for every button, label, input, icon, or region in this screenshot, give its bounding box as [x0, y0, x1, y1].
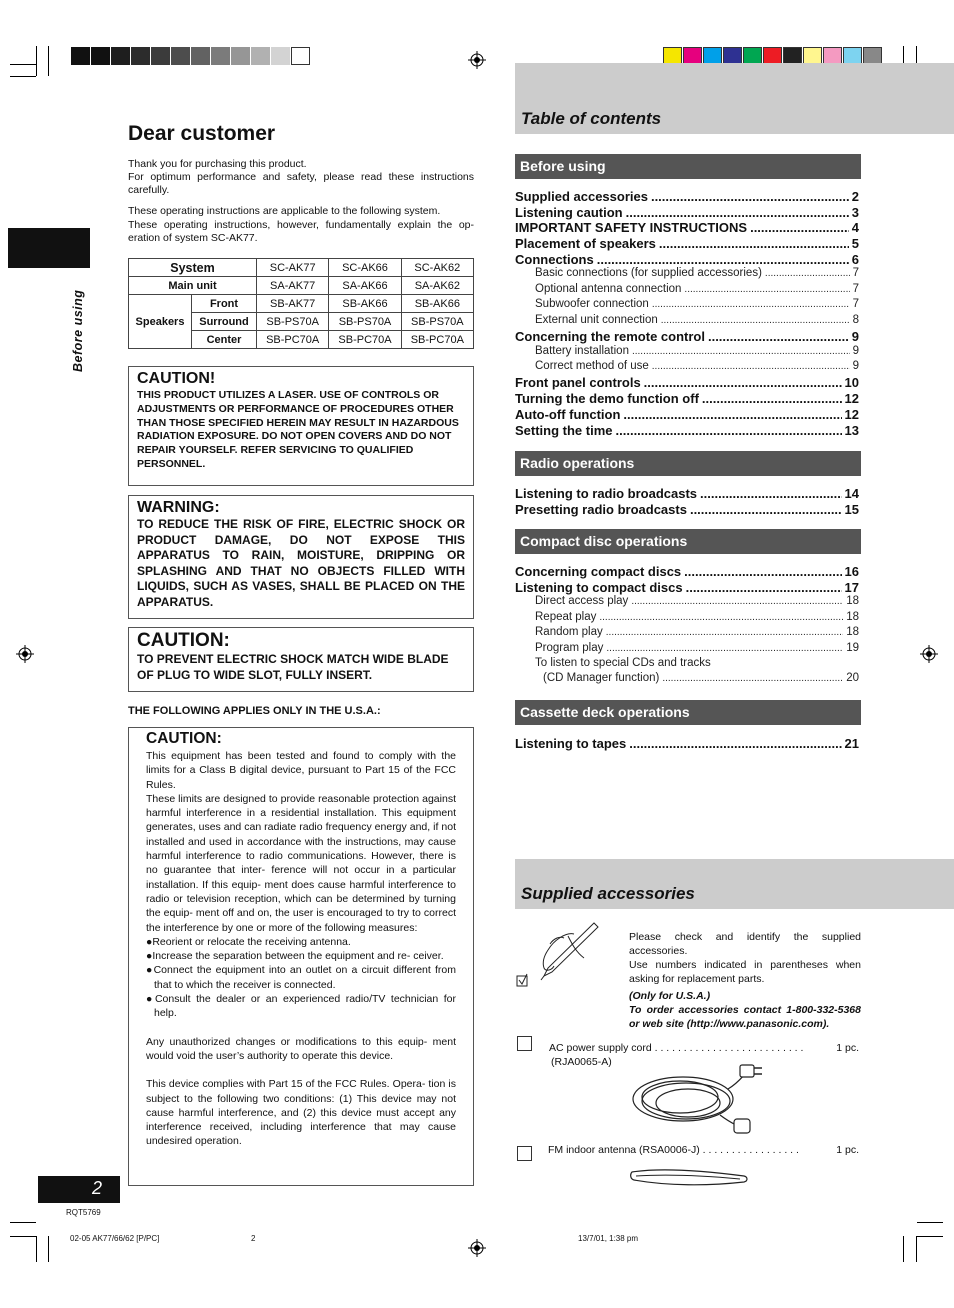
toc-leader-dots	[626, 205, 849, 220]
warning-box	[128, 495, 474, 619]
shock-caution-body: TO PREVENT ELECTRIC SHOCK MATCH WIDE BLADE OF PLUG TO WIDE SLOT, FULLY INSERT.	[137, 652, 449, 682]
toc-leader-dots	[606, 643, 843, 654]
toc-leader-dots	[750, 220, 849, 235]
registration-mark-icon	[468, 1239, 486, 1257]
toc-entry-label: Front panel controls	[515, 375, 641, 391]
toc-leader-dots	[631, 596, 843, 607]
toc-header-band	[515, 63, 954, 134]
fm-antenna-icon	[628, 1164, 750, 1190]
toc-entry-page: 12	[844, 406, 859, 422]
toc-entry-label: Optional antenna connection	[535, 282, 682, 295]
toc-leader-dots	[700, 486, 842, 501]
accessory-part-number: (RJA0065-A)	[551, 1056, 612, 1068]
toc-entry-page: 7	[852, 282, 859, 295]
fcc-paragraph: This device complies with Part 15 of the FCC Rules. Opera- tion is subject to the following two conditions: (1) This device may not cause harmful interference, and (2) this device must accept any interference received, including interference that may cause undesired operation.	[146, 1078, 456, 1148]
table-cell: SB-PS70A	[257, 313, 329, 331]
gray-swatch	[271, 47, 290, 65]
table-cell: SA-AK62	[401, 277, 473, 295]
table-header-front: Front	[192, 295, 257, 313]
toc-entry	[515, 672, 859, 687]
toc-leader-dots	[652, 361, 850, 372]
section-side-tab	[8, 228, 90, 268]
toc-entry-label: Direct access play	[535, 595, 629, 608]
toc-title: Table of contents	[521, 109, 662, 128]
toc-entry	[515, 360, 859, 375]
accessory-name: FM indoor antenna (RSA0006-J) . . . . . . . . . . . . . . . . .	[548, 1144, 799, 1156]
ac-power-cord-icon	[628, 1059, 764, 1137]
toc-entry	[515, 407, 859, 423]
toc-entry-label: Listening to tapes	[515, 736, 627, 751]
toc-entry-label: Program play	[535, 641, 604, 654]
toc-entry-page: 6	[851, 251, 859, 267]
fcc-caution-title: CAUTION:	[146, 730, 222, 747]
toc-entry-page: 16	[844, 564, 859, 579]
toc-entry-page: 9	[851, 329, 859, 344]
table-cell: SB-PC70A	[257, 331, 329, 349]
toc-entry-page: 20	[846, 672, 859, 685]
toc-entry-page: 17	[844, 579, 859, 595]
table-header-center: Center	[192, 331, 257, 349]
toc-entry-label: (CD Manager function)	[543, 672, 660, 685]
toc-entry	[515, 252, 859, 268]
toc-leader-dots	[599, 612, 843, 623]
registration-mark-icon	[920, 645, 938, 663]
registration-mark-icon	[468, 51, 486, 69]
table-cell: SB-PC70A	[329, 331, 401, 349]
table-cell: SB-AK66	[401, 295, 473, 313]
toc-entry-label: Placement of speakers	[515, 236, 656, 252]
toc-leader-dots	[644, 375, 842, 390]
table-cell: SA-AK66	[329, 277, 401, 295]
table-cell: SB-PS70A	[329, 313, 401, 331]
usa-note: THE FOLLOWING APPLIES ONLY IN THE U.S.A.:	[128, 705, 381, 717]
warning-body: TO REDUCE THE RISK OF FIRE, ELECTRIC SHOCK OR PRODUCT DAMAGE, DO NOT EXPOSE THIS APPARATUS TO RAIN, MOISTURE, DRIPPING OR SPLASHING AND THAT NO OBJECTS FILLED WITH LIQUIDS, SUCH AS VASES, SHALL BE PLACED ON THE APPARATUS.	[137, 517, 465, 609]
table-cell: SB-AK77	[257, 295, 329, 313]
toc-entry	[515, 189, 859, 205]
toc-section-before-using: Before using	[515, 154, 861, 179]
toc-entry	[515, 564, 859, 580]
toc-entry	[515, 580, 859, 596]
accessory-quantity: 1 pc.	[836, 1042, 859, 1054]
toc-entry-page: 9	[852, 360, 859, 373]
toc-leader-dots	[684, 564, 841, 579]
toc-entry	[515, 205, 859, 221]
intro-applicable	[128, 205, 474, 245]
footer-page: 2	[251, 1234, 256, 1243]
toc-leader-dots	[616, 423, 842, 438]
toc-entry	[515, 236, 859, 252]
toc-entry-page: 14	[844, 486, 859, 501]
fcc-paragraph: This equipment has been tested and found to comply with the limits for a Class B digital device, pursuant to Part 15 of the FCC Rules.	[146, 750, 456, 791]
toc-entry-label: Listening to radio broadcasts	[515, 486, 698, 501]
toc-entry-page: 9	[852, 344, 859, 357]
toc-entry-label: Listening to compact discs	[515, 579, 683, 595]
toc-entry-page: 8	[852, 313, 859, 326]
gray-swatch	[71, 47, 90, 65]
accessories-header-band	[515, 859, 954, 909]
accessories-instructions	[629, 930, 861, 1031]
toc-entry	[515, 220, 859, 236]
fcc-caution-box	[128, 727, 474, 1186]
warning-title: WARNING:	[137, 499, 220, 516]
toc-leader-dots	[708, 329, 849, 344]
accessories-title: Supplied accessories	[521, 884, 695, 903]
toc-leader-dots	[661, 315, 850, 326]
toc-entry-label: External unit connection	[535, 313, 658, 326]
toc-entry	[515, 626, 859, 641]
toc-entry-label: Random play	[535, 626, 603, 639]
toc-leader-dots	[690, 502, 842, 517]
toc-entry	[515, 298, 859, 313]
toc-entry	[515, 611, 859, 626]
footer-file: 02-05 AK77/66/62 [P/PC]	[70, 1234, 160, 1243]
table-cell: SB-AK66	[329, 295, 401, 313]
toc-leader-dots	[597, 252, 849, 267]
toc-entry-page: 5	[851, 236, 859, 252]
document-code: RQT5769	[66, 1208, 101, 1217]
toc-entry	[515, 642, 859, 657]
toc-entry-label: Correct method of use	[535, 360, 649, 373]
toc-leader-dots	[623, 407, 841, 422]
toc-entry	[515, 657, 859, 672]
page-number: 2	[38, 1176, 120, 1203]
toc-leader-dots	[632, 346, 850, 357]
gray-swatch	[291, 47, 310, 65]
toc-entry-page: 3	[851, 204, 859, 220]
toc-entry-page: 2	[851, 189, 859, 204]
toc-leader-dots	[702, 391, 842, 406]
toc-leader-dots	[659, 236, 849, 251]
gray-swatch	[151, 47, 170, 65]
toc-leader-dots	[651, 189, 849, 204]
toc-entry	[515, 314, 859, 329]
toc-entry	[515, 345, 859, 360]
toc-entry-page: 15	[844, 501, 859, 517]
registration-mark-icon	[16, 645, 34, 663]
toc-entry	[515, 329, 859, 345]
toc-section-radio: Radio operations	[515, 451, 861, 476]
laser-caution-box	[128, 366, 474, 486]
table-header-main-unit: Main unit	[129, 277, 257, 295]
toc-entry	[515, 423, 859, 439]
intro-text	[128, 158, 474, 197]
intro-read: For optimum performance and safety, please read these instructions carefully.	[128, 171, 474, 196]
gray-swatch	[91, 47, 110, 65]
table-cell: SC-AK66	[329, 259, 401, 277]
toc-entry-page: 19	[846, 641, 859, 654]
toc-entry-label: Concerning compact discs	[515, 564, 682, 579]
footer-date: 13/7/01, 1:38 pm	[578, 1234, 639, 1243]
table-cell: SA-AK77	[257, 277, 329, 295]
toc-entry-page: 4	[851, 220, 859, 236]
toc-leader-dots	[765, 268, 850, 279]
pen-checking-hand-icon	[514, 918, 600, 990]
gray-swatch	[231, 47, 250, 65]
toc-section-cd: Compact disc operations	[515, 529, 861, 554]
toc-entry-page: 18	[846, 595, 859, 608]
toc-leader-dots	[686, 580, 842, 595]
shock-caution-title: CAUTION:	[137, 630, 230, 651]
toc-entry-label: Subwoofer connection	[535, 298, 649, 311]
order-info: To order accessories contact 1-800-332-5368 or web site (http://www.panasonic.com).	[629, 1004, 861, 1030]
toc-entry	[515, 375, 859, 391]
gray-swatch	[111, 47, 130, 65]
gray-swatch	[211, 47, 230, 65]
table-header-surround: Surround	[192, 313, 257, 331]
toc-entry-label: Setting the time	[515, 422, 613, 438]
table-cell: SC-AK77	[257, 259, 329, 277]
toc-entry-label: Repeat play	[535, 610, 597, 623]
toc-list	[515, 486, 859, 517]
fcc-paragraph: These limits are designed to provide reasonable protection against harmful interference in a residential installation. This equipment generates, uses and can radiate radio frequency energy and, if not installed and used in accordance with the instructions, may cause harmful interference to radio communications. However, there is no guarantee that inter- ference will not occur in a particular installation. If this equip- ment does cause harmful interference to radio or television reception, which can be determined by turning the equip- ment off and on, the user is encouraged to try to correct the interference by one or more of the following measures:	[146, 792, 456, 934]
toc-entry-label: Presetting radio broadcasts	[515, 501, 687, 517]
gray-swatch	[171, 47, 190, 65]
toc-entry	[515, 283, 859, 298]
table-header-speakers: Speakers	[129, 295, 192, 349]
accessory-quantity: 1 pc.	[836, 1144, 859, 1156]
shock-caution-box	[128, 627, 474, 692]
gray-swatch	[191, 47, 210, 65]
laser-caution-body: THIS PRODUCT UTILIZES A LASER. USE OF CONTROLS OR ADJUSTMENTS OR PERFORMANCE OF PROCEDURES OTHER THAN THOSE SPECIFIED HEREIN MAY RESULT IN HAZARDOUS RADIATION EXPOSURE. DO NOT OPEN COVERS AND DO NOT REPAIR YOURSELF. REFER SERVICING TO QUALIFIED PERSONNEL.	[137, 389, 459, 470]
fcc-bullet: ●Consult the dealer or an experienced radio/TV technician for help.	[146, 993, 456, 1020]
intro-explain-line: These operating instructions, however, fundamentally explain the op- eration of system SC-AK77.	[128, 219, 474, 244]
toc-entry-page: 12	[844, 391, 859, 407]
toc-entry-page: 18	[846, 610, 859, 623]
system-table	[128, 258, 474, 349]
toc-entry-label: To listen to special CDs and tracks	[535, 656, 711, 669]
toc-list	[515, 736, 859, 752]
toc-leader-dots	[652, 299, 850, 310]
table-row	[129, 259, 474, 277]
table-cell: SC-AK62	[401, 259, 473, 277]
usa-only-note: (Only for U.S.A.)	[629, 990, 711, 1002]
toc-entry-label: Concerning the remote control	[515, 329, 705, 344]
toc-entry-label: Turning the demo function off	[515, 391, 699, 407]
toc-leader-dots	[684, 284, 849, 295]
toc-entry-label: Supplied accessories	[515, 189, 648, 204]
toc-entry	[515, 595, 859, 610]
toc-entry-page: 21	[844, 736, 859, 751]
toc-leader-dots	[606, 627, 843, 638]
toc-leader-dots	[629, 736, 841, 751]
toc-entry-label: Connections	[515, 251, 594, 267]
toc-entry-label: Auto-off function	[515, 406, 621, 422]
toc-entry-label: IMPORTANT SAFETY INSTRUCTIONS	[515, 220, 748, 236]
toc-entry-page: 7	[852, 298, 859, 311]
toc-entry-label: Battery installation	[535, 344, 629, 357]
fcc-bullet: ●Connect the equipment into an outlet on a circuit different from that to which the receiver is connected.	[146, 964, 456, 991]
toc-section-cassette: Cassette deck operations	[515, 700, 861, 725]
toc-entry	[515, 502, 859, 518]
toc-list	[515, 564, 859, 688]
toc-entry-label: Listening caution	[515, 204, 623, 220]
table-header-system: System	[129, 259, 257, 277]
toc-entry-page: 7	[852, 267, 859, 280]
toc-entry	[515, 267, 859, 282]
toc-entry-page: 10	[844, 375, 859, 391]
table-row	[129, 295, 474, 313]
toc-entry	[515, 391, 859, 407]
gray-swatch	[131, 47, 150, 65]
fcc-bullet: ●Reorient or relocate the receiving antenna.	[146, 935, 351, 948]
fcc-bullet: ●Increase the separation between the equipment and re- ceiver.	[146, 950, 444, 963]
intro-thanks: Thank you for purchasing this product.	[128, 158, 307, 170]
intro-applicable-line: These operating instructions are applicable to the following system.	[128, 205, 441, 217]
toc-entry	[515, 736, 859, 752]
toc-entry-page: 18	[846, 626, 859, 639]
toc-leader-dots	[662, 673, 843, 684]
fcc-paragraph: Any unauthorized changes or modifications to this equip- ment would void the user’s authority to operate this device.	[146, 1035, 456, 1062]
table-cell: SB-PC70A	[401, 331, 473, 349]
accessory-name: AC power supply cord . . . . . . . . . . . . . . . . . . . . . . . . . .	[549, 1042, 804, 1054]
accessory-item-fm-antenna	[548, 1143, 859, 1157]
toc-list	[515, 189, 859, 438]
laser-caution-title: CAUTION!	[137, 370, 216, 387]
gray-swatch	[251, 47, 270, 65]
accessories-check-text: Please check and identify the supplied accessories.	[629, 931, 861, 957]
accessories-numbers-text: Use numbers indicated in parentheses when asking for replacement parts.	[629, 959, 861, 985]
toc-entry	[515, 486, 859, 502]
accessory-checkbox[interactable]	[517, 1146, 532, 1161]
accessory-checkbox[interactable]	[517, 1036, 532, 1051]
table-row	[129, 277, 474, 295]
side-section-label: Before using	[71, 289, 85, 372]
page-title: Dear customer	[128, 122, 276, 145]
table-cell: SB-PS70A	[401, 313, 473, 331]
toc-entry-page: 13	[844, 422, 859, 438]
toc-entry-label: Basic connections (for supplied accessories)	[535, 267, 762, 280]
